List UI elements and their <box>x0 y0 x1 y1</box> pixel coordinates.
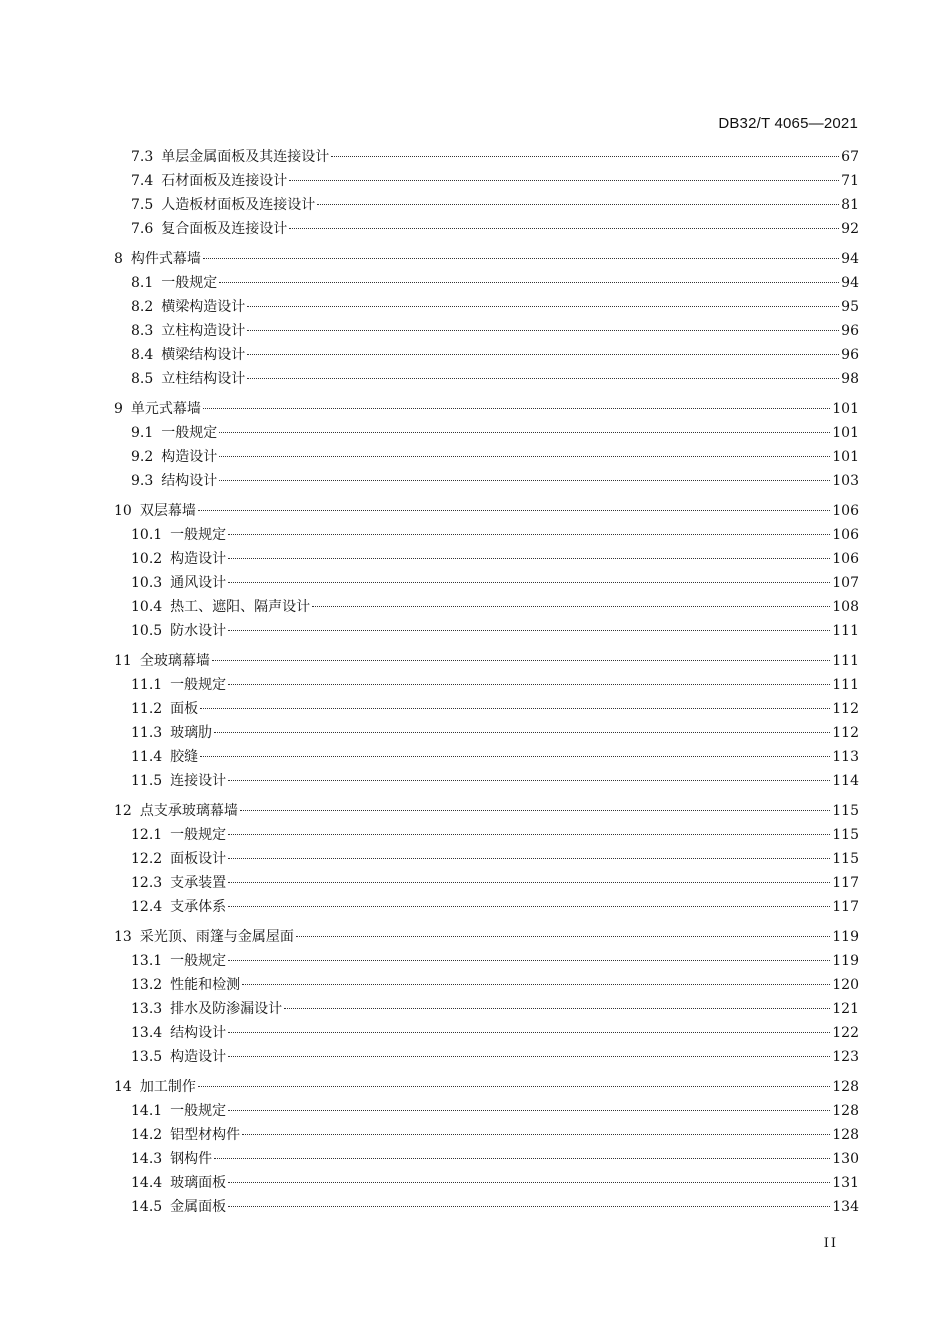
toc-entry-title: 构造设计 <box>170 551 227 567</box>
toc-dot-leader <box>228 858 830 859</box>
toc-section-entry[interactable] <box>114 319 859 343</box>
toc-entry-number: 8.1 <box>131 275 154 291</box>
toc-dot-leader <box>228 960 830 961</box>
toc-dot-leader <box>242 1134 830 1135</box>
toc-dot-leader <box>203 408 830 409</box>
toc-dot-leader <box>247 378 839 379</box>
toc-section-entry[interactable] <box>114 445 859 469</box>
toc-dot-leader <box>200 708 830 709</box>
toc-entry-title: 立柱结构设计 <box>161 371 246 387</box>
toc-section-entry[interactable] <box>114 1123 859 1147</box>
toc-dot-leader <box>228 1056 830 1057</box>
toc-dot-leader <box>296 936 830 937</box>
toc-entry-title: 性能和检测 <box>170 977 241 993</box>
toc-chapter-entry[interactable] <box>114 799 859 823</box>
toc-entry-page: 117 <box>832 875 859 891</box>
toc-section-entry[interactable] <box>114 823 859 847</box>
toc-dot-leader <box>228 630 830 631</box>
toc-section-entry[interactable] <box>114 973 859 997</box>
toc-entry-title: 面板设计 <box>170 851 227 867</box>
toc-dot-leader <box>214 1158 830 1159</box>
toc-dot-leader <box>331 156 839 157</box>
toc-entry-number: 14.1 <box>131 1103 163 1119</box>
toc-section-entry[interactable] <box>114 697 859 721</box>
toc-entry-title: 通风设计 <box>170 575 227 591</box>
toc-entry-title: 面板 <box>170 701 199 717</box>
toc-entry-page: 101 <box>832 449 859 465</box>
toc-entry-number: 12.3 <box>131 875 163 891</box>
toc-dot-leader <box>284 1008 830 1009</box>
toc-section-entry[interactable] <box>114 145 859 169</box>
toc-section-entry[interactable] <box>114 949 859 973</box>
toc-entry-page: 106 <box>832 527 859 543</box>
toc-entry-number: 14.3 <box>131 1151 163 1167</box>
toc-entry-page: 114 <box>832 773 859 789</box>
toc-entry-title: 一般规定 <box>170 527 227 543</box>
toc-entry-number: 13.2 <box>131 977 163 993</box>
toc-entry-number: 7.4 <box>131 173 154 189</box>
toc-dot-leader <box>212 660 830 661</box>
toc-entry-number: 9.1 <box>131 425 154 441</box>
toc-section-entry[interactable] <box>114 673 859 697</box>
toc-dot-leader <box>228 882 830 883</box>
document-code: DB32/T 4065—2021 <box>718 115 858 132</box>
toc-section-entry[interactable] <box>114 619 859 643</box>
toc-entry-number: 11.2 <box>131 701 163 717</box>
toc-entry-number: 11 <box>114 653 132 669</box>
toc-entry-title: 支承体系 <box>170 899 227 915</box>
toc-entry-title: 玻璃面板 <box>170 1175 227 1191</box>
toc-section-entry[interactable] <box>114 421 859 445</box>
toc-entry-title: 横梁结构设计 <box>161 347 246 363</box>
toc-entry-page: 128 <box>832 1127 859 1143</box>
toc-dot-leader <box>228 684 830 685</box>
toc-entry-title: 人造板材面板及连接设计 <box>161 197 316 213</box>
toc-entry-number: 9.3 <box>131 473 154 489</box>
toc-entry-title: 玻璃肋 <box>170 725 213 741</box>
toc-entry-title: 全玻璃幕墙 <box>139 653 210 669</box>
toc-entry-page: 96 <box>841 347 859 363</box>
toc-dot-leader <box>198 510 830 511</box>
toc-entry-title: 复合面板及连接设计 <box>161 221 288 237</box>
toc-entry-number: 11.3 <box>131 725 163 741</box>
toc-entry-page: 115 <box>832 851 859 867</box>
toc-chapter-entry[interactable] <box>114 499 859 523</box>
toc-entry-page: 98 <box>841 371 859 387</box>
toc-entry-number: 10 <box>114 503 132 519</box>
toc-dot-leader <box>228 1182 830 1183</box>
toc-entry-title: 连接设计 <box>170 773 227 789</box>
toc-entry-page: 121 <box>832 1001 859 1017</box>
toc-entry-number: 7.6 <box>131 221 154 237</box>
toc-dot-leader <box>312 606 830 607</box>
toc-section-entry[interactable] <box>114 745 859 769</box>
toc-entry-page: 112 <box>832 701 859 717</box>
toc-entry-title: 结构设计 <box>161 473 218 489</box>
toc-entry-number: 8.3 <box>131 323 154 339</box>
toc-section-entry[interactable] <box>114 469 859 493</box>
toc-entry-title: 一般规定 <box>170 953 227 969</box>
toc-entry-number: 12.1 <box>131 827 163 843</box>
toc-entry-title: 支承装置 <box>170 875 227 891</box>
toc-entry-number: 12.4 <box>131 899 163 915</box>
toc-dot-leader <box>219 282 839 283</box>
toc-dot-leader <box>228 1206 830 1207</box>
toc-entry-number: 7.3 <box>131 149 154 165</box>
toc-entry-title: 构造设计 <box>161 449 218 465</box>
toc-section-entry[interactable] <box>114 1195 859 1219</box>
toc-entry-title: 一般规定 <box>170 827 227 843</box>
toc-section-entry[interactable] <box>114 169 859 193</box>
toc-entry-number: 12 <box>114 803 132 819</box>
toc-dot-leader <box>242 984 830 985</box>
table-of-contents <box>114 145 859 1219</box>
toc-entry-page: 128 <box>832 1079 859 1095</box>
toc-entry-number: 12.2 <box>131 851 163 867</box>
toc-entry-page: 130 <box>832 1151 859 1167</box>
toc-dot-leader <box>228 1032 830 1033</box>
toc-entry-title: 一般规定 <box>161 275 218 291</box>
toc-entry-number: 8.2 <box>131 299 154 315</box>
toc-section-entry[interactable] <box>114 721 859 745</box>
toc-entry-number: 14.2 <box>131 1127 163 1143</box>
toc-entry-number: 11.4 <box>131 749 163 765</box>
toc-entry-number: 8.4 <box>131 347 154 363</box>
toc-entry-page: 106 <box>832 503 859 519</box>
toc-entry-title: 构件式幕墙 <box>130 251 201 267</box>
toc-entry-number: 7.5 <box>131 197 154 213</box>
toc-entry-page: 96 <box>841 323 859 339</box>
toc-entry-number: 13.4 <box>131 1025 163 1041</box>
toc-dot-leader <box>317 204 839 205</box>
toc-entry-page: 119 <box>832 929 859 945</box>
toc-entry-page: 94 <box>841 275 859 291</box>
toc-dot-leader <box>219 456 830 457</box>
toc-entry-page: 123 <box>832 1049 859 1065</box>
toc-entry-title: 一般规定 <box>161 425 218 441</box>
toc-chapter-entry[interactable] <box>114 397 859 421</box>
toc-entry-number: 10.5 <box>131 623 163 639</box>
toc-section-entry[interactable] <box>114 271 859 295</box>
toc-entry-page: 67 <box>841 149 859 165</box>
page-number: II <box>823 1236 838 1251</box>
toc-entry-page: 81 <box>841 197 859 213</box>
toc-dot-leader <box>228 558 830 559</box>
toc-dot-leader <box>240 810 830 811</box>
toc-entry-page: 111 <box>832 677 859 693</box>
toc-entry-number: 10.1 <box>131 527 163 543</box>
toc-entry-number: 13.3 <box>131 1001 163 1017</box>
toc-section-entry[interactable] <box>114 343 859 367</box>
toc-dot-leader <box>289 180 839 181</box>
toc-entry-title: 双层幕墙 <box>139 503 196 519</box>
toc-entry-number: 8 <box>114 251 123 267</box>
toc-entry-page: 115 <box>832 803 859 819</box>
toc-entry-page: 115 <box>832 827 859 843</box>
toc-dot-leader <box>219 432 830 433</box>
toc-entry-page: 106 <box>832 551 859 567</box>
toc-entry-number: 14 <box>114 1079 132 1095</box>
toc-dot-leader <box>203 258 839 259</box>
toc-dot-leader <box>228 780 830 781</box>
toc-dot-leader <box>228 582 830 583</box>
toc-entry-page: 112 <box>832 725 859 741</box>
toc-dot-leader <box>228 534 830 535</box>
toc-entry-title: 一般规定 <box>170 677 227 693</box>
toc-entry-page: 92 <box>841 221 859 237</box>
toc-entry-title: 排水及防渗漏设计 <box>170 1001 283 1017</box>
toc-section-entry[interactable] <box>114 547 859 571</box>
toc-section-entry[interactable] <box>114 1099 859 1123</box>
toc-entry-page: 113 <box>832 749 859 765</box>
toc-entry-number: 13.5 <box>131 1049 163 1065</box>
toc-entry-title: 横梁构造设计 <box>161 299 246 315</box>
toc-entry-page: 119 <box>832 953 859 969</box>
toc-entry-title: 采光顶、雨篷与金属屋面 <box>139 929 294 945</box>
toc-dot-leader <box>200 756 830 757</box>
toc-section-entry[interactable] <box>114 1147 859 1171</box>
toc-dot-leader <box>228 834 830 835</box>
toc-section-entry[interactable] <box>114 1045 859 1069</box>
toc-entry-page: 71 <box>841 173 859 189</box>
toc-entry-title: 胶缝 <box>170 749 199 765</box>
toc-entry-number: 9 <box>114 401 123 417</box>
toc-chapter-entry[interactable] <box>114 649 859 673</box>
toc-section-entry[interactable] <box>114 847 859 871</box>
toc-entry-page: 131 <box>832 1175 859 1191</box>
toc-section-entry[interactable] <box>114 595 859 619</box>
toc-entry-page: 120 <box>832 977 859 993</box>
toc-entry-page: 107 <box>832 575 859 591</box>
toc-section-entry[interactable] <box>114 193 859 217</box>
toc-entry-title: 石材面板及连接设计 <box>161 173 288 189</box>
toc-entry-title: 构造设计 <box>170 1049 227 1065</box>
toc-section-entry[interactable] <box>114 871 859 895</box>
toc-entry-title: 结构设计 <box>170 1025 227 1041</box>
toc-dot-leader <box>228 906 830 907</box>
toc-entry-page: 134 <box>832 1199 859 1215</box>
toc-dot-leader <box>198 1086 830 1087</box>
toc-entry-number: 13 <box>114 929 132 945</box>
toc-section-entry[interactable] <box>114 571 859 595</box>
toc-entry-title: 加工制作 <box>139 1079 196 1095</box>
toc-entry-title: 点支承玻璃幕墙 <box>139 803 238 819</box>
toc-entry-number: 10.4 <box>131 599 163 615</box>
toc-dot-leader <box>228 1110 830 1111</box>
toc-entry-number: 9.2 <box>131 449 154 465</box>
toc-chapter-entry[interactable] <box>114 247 859 271</box>
toc-entry-title: 单层金属面板及其连接设计 <box>161 149 330 165</box>
toc-entry-number: 11.5 <box>131 773 163 789</box>
toc-entry-number: 11.1 <box>131 677 163 693</box>
toc-chapter-entry[interactable] <box>114 1075 859 1099</box>
toc-entry-title: 钢构件 <box>170 1151 213 1167</box>
toc-entry-number: 13.1 <box>131 953 163 969</box>
toc-entry-title: 一般规定 <box>170 1103 227 1119</box>
toc-entry-number: 14.5 <box>131 1199 163 1215</box>
toc-dot-leader <box>219 480 830 481</box>
toc-entry-page: 108 <box>832 599 859 615</box>
toc-section-entry[interactable] <box>114 769 859 793</box>
toc-entry-title: 单元式幕墙 <box>130 401 201 417</box>
toc-section-entry[interactable] <box>114 1021 859 1045</box>
toc-entry-title: 金属面板 <box>170 1199 227 1215</box>
toc-entry-number: 10.2 <box>131 551 163 567</box>
toc-dot-leader <box>214 732 830 733</box>
toc-section-entry[interactable] <box>114 1171 859 1195</box>
toc-entry-title: 防水设计 <box>170 623 227 639</box>
toc-dot-leader <box>247 306 839 307</box>
toc-chapter-entry[interactable] <box>114 925 859 949</box>
toc-dot-leader <box>289 228 839 229</box>
toc-entry-title: 热工、遮阳、隔声设计 <box>170 599 311 615</box>
toc-entry-page: 117 <box>832 899 859 915</box>
toc-dot-leader <box>247 330 839 331</box>
toc-entry-number: 10.3 <box>131 575 163 591</box>
toc-section-entry[interactable] <box>114 523 859 547</box>
toc-section-entry[interactable] <box>114 997 859 1021</box>
toc-section-entry[interactable] <box>114 295 859 319</box>
toc-entry-page: 103 <box>832 473 859 489</box>
toc-entry-title: 立柱构造设计 <box>161 323 246 339</box>
toc-entry-page: 94 <box>841 251 859 267</box>
toc-entry-page: 122 <box>832 1025 859 1041</box>
toc-entry-number: 8.5 <box>131 371 154 387</box>
toc-section-entry[interactable] <box>114 895 859 919</box>
toc-entry-title: 铝型材构件 <box>170 1127 241 1143</box>
toc-section-entry[interactable] <box>114 367 859 391</box>
toc-entry-page: 101 <box>832 425 859 441</box>
toc-dot-leader <box>247 354 839 355</box>
toc-entry-page: 128 <box>832 1103 859 1119</box>
toc-entry-page: 101 <box>832 401 859 417</box>
toc-entry-page: 111 <box>832 653 859 669</box>
toc-entry-page: 95 <box>841 299 859 315</box>
toc-section-entry[interactable] <box>114 217 859 241</box>
toc-entry-page: 111 <box>832 623 859 639</box>
toc-entry-number: 14.4 <box>131 1175 163 1191</box>
